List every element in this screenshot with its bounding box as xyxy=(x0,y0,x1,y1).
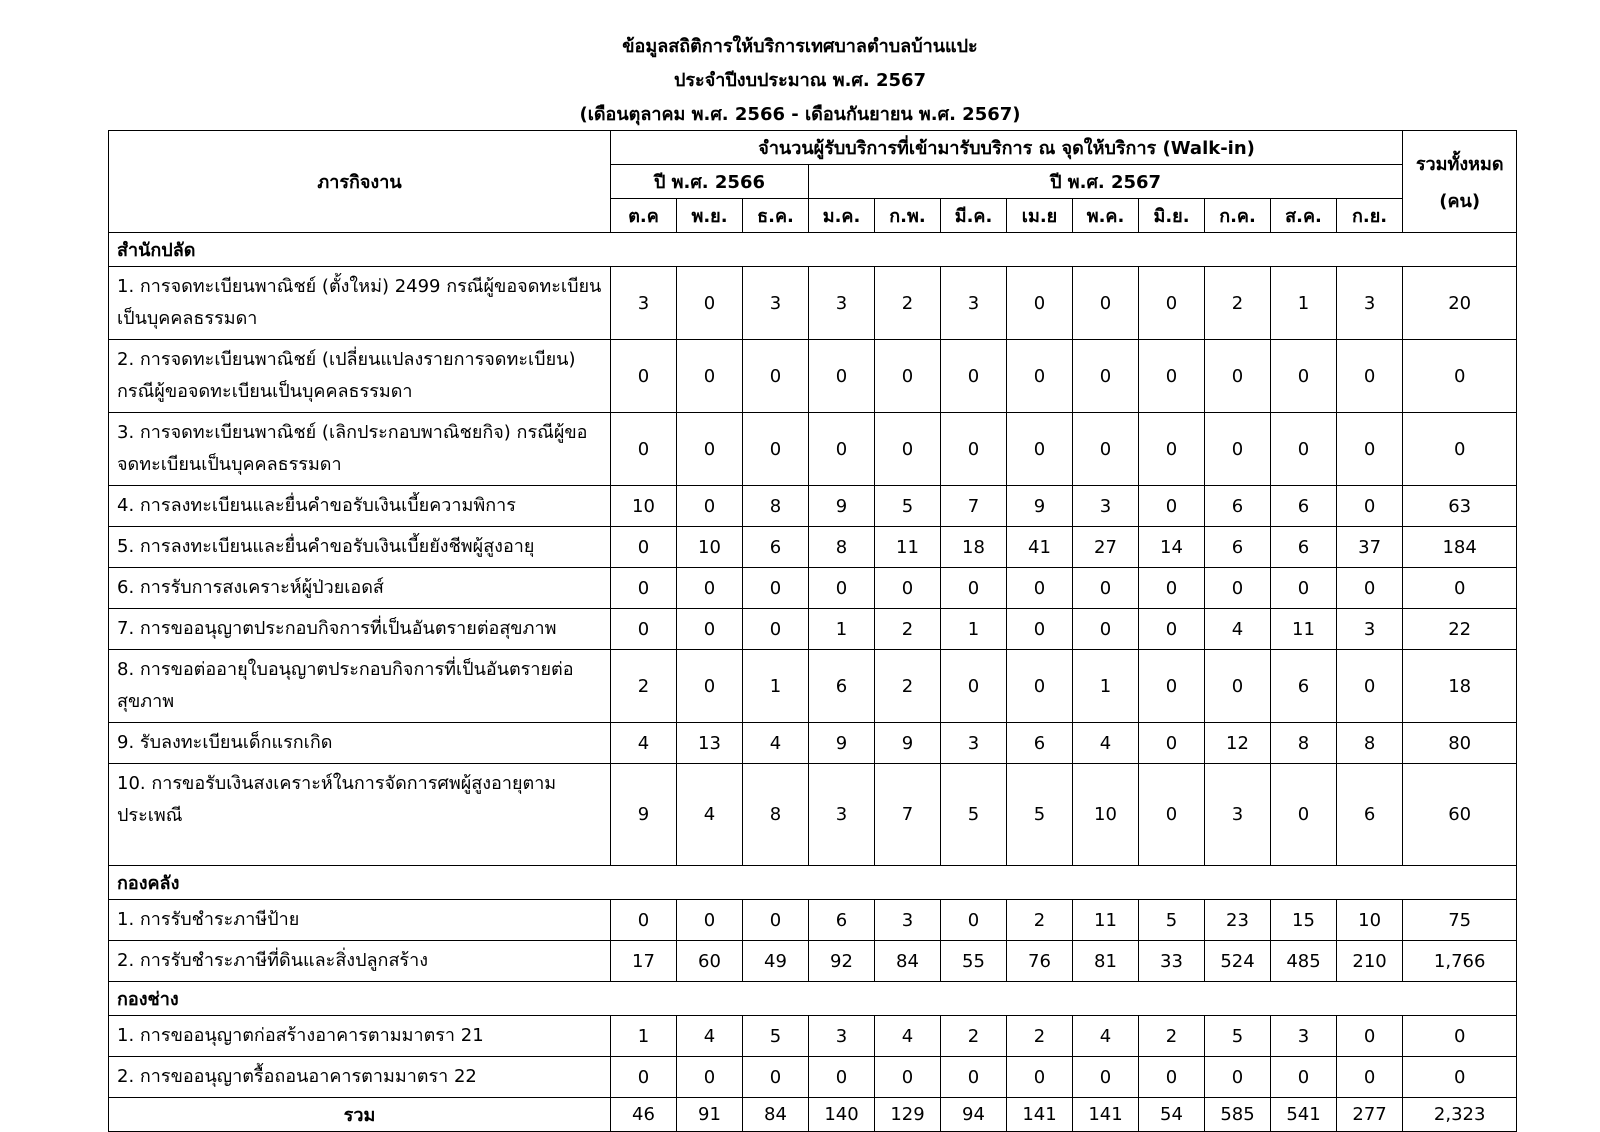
month-value-cell: 0 xyxy=(1337,340,1403,413)
month-value-cell: 10 xyxy=(677,527,743,568)
month-value-cell: 10 xyxy=(1337,900,1403,941)
month-value-cell: 60 xyxy=(677,941,743,982)
row-label: 9. รับลงทะเบียนเด็กแรกเกิด xyxy=(109,723,611,764)
month-value-cell: 0 xyxy=(1139,568,1205,609)
month-value-cell: 0 xyxy=(1337,1016,1403,1057)
month-value-cell: 3 xyxy=(1271,1016,1337,1057)
month-value-cell: 6 xyxy=(809,650,875,723)
month-value-cell: 18 xyxy=(941,527,1007,568)
month-value-cell: 5 xyxy=(1205,1016,1271,1057)
month-value-cell: 6 xyxy=(1007,723,1073,764)
month-header: ก.ย. xyxy=(1337,199,1403,233)
month-value-cell: 0 xyxy=(1271,413,1337,486)
month-value-cell: 4 xyxy=(611,723,677,764)
month-value-cell: 210 xyxy=(1337,941,1403,982)
month-value-cell: 0 xyxy=(743,609,809,650)
month-value-cell: 485 xyxy=(1271,941,1337,982)
month-header: ธ.ค. xyxy=(743,199,809,233)
month-value-cell: 0 xyxy=(1271,764,1337,866)
table-row xyxy=(109,1057,1517,1098)
table-row xyxy=(109,723,1517,764)
month-header: เม.ย xyxy=(1007,199,1073,233)
row-label: 2. การจดทะเบียนพาณิชย์ (เปลี่ยนแปลงรายการจดทะเบียน) กรณีผู้ขอจดทะเบียนเป็นบุคคลธรรมดา xyxy=(109,340,611,413)
table-header xyxy=(109,131,1517,233)
month-value-cell: 3 xyxy=(809,267,875,340)
section-title: สำนักปลัด xyxy=(109,233,1517,267)
month-value-cell: 0 xyxy=(941,340,1007,413)
table-row xyxy=(109,413,1517,486)
month-value-cell: 9 xyxy=(611,764,677,866)
table-row xyxy=(109,609,1517,650)
month-value-cell: 2 xyxy=(1205,267,1271,340)
grand-total-cell: 2,323 xyxy=(1403,1098,1517,1132)
month-value-cell: 0 xyxy=(1073,568,1139,609)
month-value-cell: 0 xyxy=(611,609,677,650)
month-value-cell: 8 xyxy=(743,486,809,527)
month-value-cell: 5 xyxy=(941,764,1007,866)
month-value-cell: 55 xyxy=(941,941,1007,982)
month-value-cell: 10 xyxy=(611,486,677,527)
month-value-cell: 0 xyxy=(611,340,677,413)
year-2567-header: ปี พ.ศ. 2567 xyxy=(809,165,1403,199)
month-value-cell: 0 xyxy=(941,568,1007,609)
month-value-cell: 0 xyxy=(1007,568,1073,609)
month-value-cell: 0 xyxy=(1337,413,1403,486)
month-value-cell: 4 xyxy=(875,1016,941,1057)
month-value-cell: 4 xyxy=(1073,1016,1139,1057)
month-header: ต.ค xyxy=(611,199,677,233)
row-label: 1. การขออนุญาตก่อสร้างอาคารตามมาตรา 21 xyxy=(109,1016,611,1057)
task-header: ภารกิจงาน xyxy=(109,131,611,233)
grand-total-month-cell: 129 xyxy=(875,1098,941,1132)
grand-total-month-cell: 277 xyxy=(1337,1098,1403,1132)
month-value-cell: 3 xyxy=(1337,609,1403,650)
month-value-cell: 0 xyxy=(611,527,677,568)
month-value-cell: 0 xyxy=(611,900,677,941)
row-label: 4. การลงทะเบียนและยื่นคำขอรับเงินเบี้ยความพิการ xyxy=(109,486,611,527)
row-total-cell: 60 xyxy=(1403,764,1517,866)
month-value-cell: 0 xyxy=(809,413,875,486)
row-total-cell: 184 xyxy=(1403,527,1517,568)
month-value-cell: 4 xyxy=(677,764,743,866)
month-value-cell: 6 xyxy=(1271,527,1337,568)
row-total-cell: 63 xyxy=(1403,486,1517,527)
table-row xyxy=(109,941,1517,982)
month-value-cell: 0 xyxy=(1007,609,1073,650)
month-header: พ.ย. xyxy=(677,199,743,233)
grand-total-month-cell: 54 xyxy=(1139,1098,1205,1132)
month-value-cell: 9 xyxy=(875,723,941,764)
table-row xyxy=(109,486,1517,527)
month-value-cell: 0 xyxy=(1205,413,1271,486)
row-label: 2. การขออนุญาตรื้อถอนอาคารตามมาตรา 22 xyxy=(109,1057,611,1098)
month-value-cell: 8 xyxy=(809,527,875,568)
section-row xyxy=(109,233,1517,267)
grand-total-month-cell: 541 xyxy=(1271,1098,1337,1132)
table-row xyxy=(109,1016,1517,1057)
month-value-cell: 2 xyxy=(611,650,677,723)
statistics-table xyxy=(108,130,1517,1132)
month-value-cell: 10 xyxy=(1073,764,1139,866)
month-value-cell: 0 xyxy=(677,267,743,340)
row-label: 6. การรับการสงเคราะห์ผู้ป่วยเอดส์ xyxy=(109,568,611,609)
month-value-cell: 27 xyxy=(1073,527,1139,568)
month-value-cell: 9 xyxy=(809,486,875,527)
month-value-cell: 3 xyxy=(941,267,1007,340)
row-label: 3. การจดทะเบียนพาณิชย์ (เลิกประกอบพาณิชยกิจ) กรณีผู้ขอจดทะเบียนเป็นบุคคลธรรมดา xyxy=(109,413,611,486)
month-value-cell: 0 xyxy=(1007,267,1073,340)
month-value-cell: 0 xyxy=(875,1057,941,1098)
month-value-cell: 0 xyxy=(1139,1057,1205,1098)
month-value-cell: 0 xyxy=(611,413,677,486)
month-header: ส.ค. xyxy=(1271,199,1337,233)
month-value-cell: 3 xyxy=(1205,764,1271,866)
row-label: 8. การขอต่ออายุใบอนุญาตประกอบกิจการที่เป็นอันตรายต่อสุขภาพ xyxy=(109,650,611,723)
month-value-cell: 1 xyxy=(809,609,875,650)
month-value-cell: 3 xyxy=(611,267,677,340)
document-title xyxy=(0,30,1600,132)
month-value-cell: 11 xyxy=(1271,609,1337,650)
month-value-cell: 0 xyxy=(1337,650,1403,723)
month-value-cell: 0 xyxy=(1337,568,1403,609)
month-value-cell: 0 xyxy=(1205,650,1271,723)
month-value-cell: 6 xyxy=(1271,650,1337,723)
row-total-cell: 0 xyxy=(1403,1057,1517,1098)
table-row xyxy=(109,900,1517,941)
month-value-cell: 0 xyxy=(743,340,809,413)
month-value-cell: 0 xyxy=(1073,340,1139,413)
total-header-line-2: (คน) xyxy=(1439,190,1481,212)
month-value-cell: 7 xyxy=(875,764,941,866)
month-value-cell: 0 xyxy=(677,486,743,527)
month-value-cell: 0 xyxy=(1271,568,1337,609)
month-value-cell: 8 xyxy=(743,764,809,866)
month-value-cell: 0 xyxy=(743,413,809,486)
grand-total-month-cell: 141 xyxy=(1073,1098,1139,1132)
month-value-cell: 0 xyxy=(1007,650,1073,723)
row-total-cell: 0 xyxy=(1403,340,1517,413)
month-value-cell: 1 xyxy=(941,609,1007,650)
month-value-cell: 0 xyxy=(1271,340,1337,413)
total-header-line-1: รวมทั้งหมด xyxy=(1415,153,1504,175)
month-header: ก.ค. xyxy=(1205,199,1271,233)
month-value-cell: 2 xyxy=(1139,1016,1205,1057)
month-value-cell: 0 xyxy=(809,568,875,609)
title-line-2: ประจำปีงบประมาณ พ.ศ. 2567 xyxy=(673,70,927,91)
month-value-cell: 33 xyxy=(1139,941,1205,982)
month-header: มิ.ย. xyxy=(1139,199,1205,233)
month-value-cell: 2 xyxy=(875,609,941,650)
total-header xyxy=(1403,131,1517,233)
month-value-cell: 0 xyxy=(1007,1057,1073,1098)
month-value-cell: 5 xyxy=(743,1016,809,1057)
table-body xyxy=(109,233,1517,1132)
grand-total-month-cell: 141 xyxy=(1007,1098,1073,1132)
month-value-cell: 0 xyxy=(677,413,743,486)
month-value-cell: 6 xyxy=(1337,764,1403,866)
row-label: 10. การขอรับเงินสงเคราะห์ในการจัดการศพผู้สูงอายุตามประเพณี xyxy=(109,764,611,866)
month-value-cell: 0 xyxy=(1139,764,1205,866)
month-value-cell: 0 xyxy=(1139,340,1205,413)
month-value-cell: 0 xyxy=(809,340,875,413)
month-header: ก.พ. xyxy=(875,199,941,233)
table-row xyxy=(109,568,1517,609)
row-total-cell: 18 xyxy=(1403,650,1517,723)
month-value-cell: 23 xyxy=(1205,900,1271,941)
table-row xyxy=(109,340,1517,413)
month-value-cell: 4 xyxy=(743,723,809,764)
walkin-group-header: จำนวนผู้รับบริการที่เข้ามารับบริการ ณ จุดให้บริการ (Walk-in) xyxy=(611,131,1403,165)
month-value-cell: 3 xyxy=(1073,486,1139,527)
month-value-cell: 0 xyxy=(941,650,1007,723)
month-value-cell: 4 xyxy=(1205,609,1271,650)
month-value-cell: 6 xyxy=(1205,486,1271,527)
month-value-cell: 1 xyxy=(611,1016,677,1057)
month-value-cell: 0 xyxy=(1073,413,1139,486)
row-label: 1. การรับชำระภาษีป้าย xyxy=(109,900,611,941)
month-value-cell: 6 xyxy=(1205,527,1271,568)
month-value-cell: 5 xyxy=(1139,900,1205,941)
row-total-cell: 75 xyxy=(1403,900,1517,941)
month-value-cell: 0 xyxy=(743,568,809,609)
month-value-cell: 6 xyxy=(1271,486,1337,527)
month-value-cell: 84 xyxy=(875,941,941,982)
row-total-cell: 1,766 xyxy=(1403,941,1517,982)
month-value-cell: 15 xyxy=(1271,900,1337,941)
month-value-cell: 8 xyxy=(1271,723,1337,764)
month-value-cell: 0 xyxy=(611,1057,677,1098)
row-total-cell: 0 xyxy=(1403,413,1517,486)
month-value-cell: 92 xyxy=(809,941,875,982)
year-2566-header: ปี พ.ศ. 2566 xyxy=(611,165,809,199)
month-header: มี.ค. xyxy=(941,199,1007,233)
month-value-cell: 17 xyxy=(611,941,677,982)
month-value-cell: 6 xyxy=(809,900,875,941)
month-value-cell: 2 xyxy=(875,650,941,723)
row-total-cell: 20 xyxy=(1403,267,1517,340)
month-value-cell: 37 xyxy=(1337,527,1403,568)
month-value-cell: 0 xyxy=(875,413,941,486)
table-row xyxy=(109,764,1517,866)
month-value-cell: 1 xyxy=(1271,267,1337,340)
month-value-cell: 5 xyxy=(875,486,941,527)
month-value-cell: 2 xyxy=(1007,900,1073,941)
table-row xyxy=(109,527,1517,568)
month-header: พ.ค. xyxy=(1073,199,1139,233)
month-value-cell: 0 xyxy=(611,568,677,609)
row-total-cell: 0 xyxy=(1403,1016,1517,1057)
grand-total-month-cell: 585 xyxy=(1205,1098,1271,1132)
month-value-cell: 0 xyxy=(1139,267,1205,340)
month-value-cell: 49 xyxy=(743,941,809,982)
month-value-cell: 11 xyxy=(1073,900,1139,941)
month-value-cell: 0 xyxy=(1007,413,1073,486)
month-value-cell: 0 xyxy=(1139,609,1205,650)
table-row xyxy=(109,650,1517,723)
month-value-cell: 1 xyxy=(743,650,809,723)
month-value-cell: 0 xyxy=(677,1057,743,1098)
month-value-cell: 0 xyxy=(677,609,743,650)
grand-total-month-cell: 94 xyxy=(941,1098,1007,1132)
month-value-cell: 0 xyxy=(1205,1057,1271,1098)
month-value-cell: 0 xyxy=(1139,413,1205,486)
month-value-cell: 5 xyxy=(1007,764,1073,866)
month-value-cell: 0 xyxy=(1337,486,1403,527)
month-value-cell: 0 xyxy=(941,413,1007,486)
month-value-cell: 0 xyxy=(677,900,743,941)
month-value-cell: 0 xyxy=(875,568,941,609)
month-value-cell: 3 xyxy=(809,1016,875,1057)
month-value-cell: 13 xyxy=(677,723,743,764)
month-value-cell: 8 xyxy=(1337,723,1403,764)
month-value-cell: 0 xyxy=(743,900,809,941)
month-value-cell: 0 xyxy=(1337,1057,1403,1098)
row-label: 1. การจดทะเบียนพาณิชย์ (ตั้งใหม่) 2499 กรณีผู้ขอจดทะเบียนเป็นบุคคลธรรมดา xyxy=(109,267,611,340)
month-value-cell: 4 xyxy=(1073,723,1139,764)
table-row xyxy=(109,267,1517,340)
month-value-cell: 4 xyxy=(677,1016,743,1057)
row-label: 7. การขออนุญาตประกอบกิจการที่เป็นอันตรายต่อสุขภาพ xyxy=(109,609,611,650)
month-value-cell: 0 xyxy=(875,340,941,413)
month-value-cell: 3 xyxy=(941,723,1007,764)
month-value-cell: 3 xyxy=(743,267,809,340)
month-value-cell: 12 xyxy=(1205,723,1271,764)
month-value-cell: 0 xyxy=(1139,723,1205,764)
month-value-cell: 0 xyxy=(1073,1057,1139,1098)
month-header: ม.ค. xyxy=(809,199,875,233)
month-value-cell: 81 xyxy=(1073,941,1139,982)
month-value-cell: 0 xyxy=(1073,267,1139,340)
month-value-cell: 0 xyxy=(1271,1057,1337,1098)
title-line-3: (เดือนตุลาคม พ.ศ. 2566 - เดือนกันยายน พ.ศ. 2567) xyxy=(579,104,1021,125)
grand-total-month-cell: 84 xyxy=(743,1098,809,1132)
month-value-cell: 1 xyxy=(1073,650,1139,723)
month-value-cell: 7 xyxy=(941,486,1007,527)
row-total-cell: 22 xyxy=(1403,609,1517,650)
month-value-cell: 76 xyxy=(1007,941,1073,982)
month-value-cell: 524 xyxy=(1205,941,1271,982)
month-value-cell: 9 xyxy=(809,723,875,764)
grand-total-row xyxy=(109,1098,1517,1132)
month-value-cell: 0 xyxy=(1139,650,1205,723)
month-value-cell: 14 xyxy=(1139,527,1205,568)
row-total-cell: 80 xyxy=(1403,723,1517,764)
section-row xyxy=(109,866,1517,900)
grand-total-month-cell: 140 xyxy=(809,1098,875,1132)
row-label: 5. การลงทะเบียนและยื่นคำขอรับเงินเบี้ยยังชีพผู้สูงอายุ xyxy=(109,527,611,568)
section-title: กองช่าง xyxy=(109,982,1517,1016)
section-title: กองคลัง xyxy=(109,866,1517,900)
row-total-cell: 0 xyxy=(1403,568,1517,609)
month-value-cell: 9 xyxy=(1007,486,1073,527)
month-value-cell: 3 xyxy=(809,764,875,866)
month-value-cell: 0 xyxy=(1205,340,1271,413)
row-label: 2. การรับชำระภาษีที่ดินและสิ่งปลูกสร้าง xyxy=(109,941,611,982)
grand-total-label: รวม xyxy=(109,1098,611,1132)
month-value-cell: 0 xyxy=(1205,568,1271,609)
month-value-cell: 0 xyxy=(743,1057,809,1098)
month-value-cell: 0 xyxy=(1073,609,1139,650)
month-value-cell: 0 xyxy=(1139,486,1205,527)
title-line-1: ข้อมูลสถิติการให้บริการเทศบาลตำบลบ้านแปะ xyxy=(622,36,978,57)
month-value-cell: 0 xyxy=(1007,340,1073,413)
month-value-cell: 11 xyxy=(875,527,941,568)
month-value-cell: 3 xyxy=(1337,267,1403,340)
month-value-cell: 0 xyxy=(941,900,1007,941)
section-row xyxy=(109,982,1517,1016)
month-value-cell: 0 xyxy=(809,1057,875,1098)
month-value-cell: 0 xyxy=(677,340,743,413)
month-value-cell: 0 xyxy=(941,1057,1007,1098)
month-value-cell: 2 xyxy=(875,267,941,340)
grand-total-month-cell: 46 xyxy=(611,1098,677,1132)
month-value-cell: 2 xyxy=(941,1016,1007,1057)
month-value-cell: 0 xyxy=(677,650,743,723)
grand-total-month-cell: 91 xyxy=(677,1098,743,1132)
month-value-cell: 0 xyxy=(677,568,743,609)
month-value-cell: 2 xyxy=(1007,1016,1073,1057)
month-value-cell: 6 xyxy=(743,527,809,568)
month-value-cell: 3 xyxy=(875,900,941,941)
month-value-cell: 41 xyxy=(1007,527,1073,568)
